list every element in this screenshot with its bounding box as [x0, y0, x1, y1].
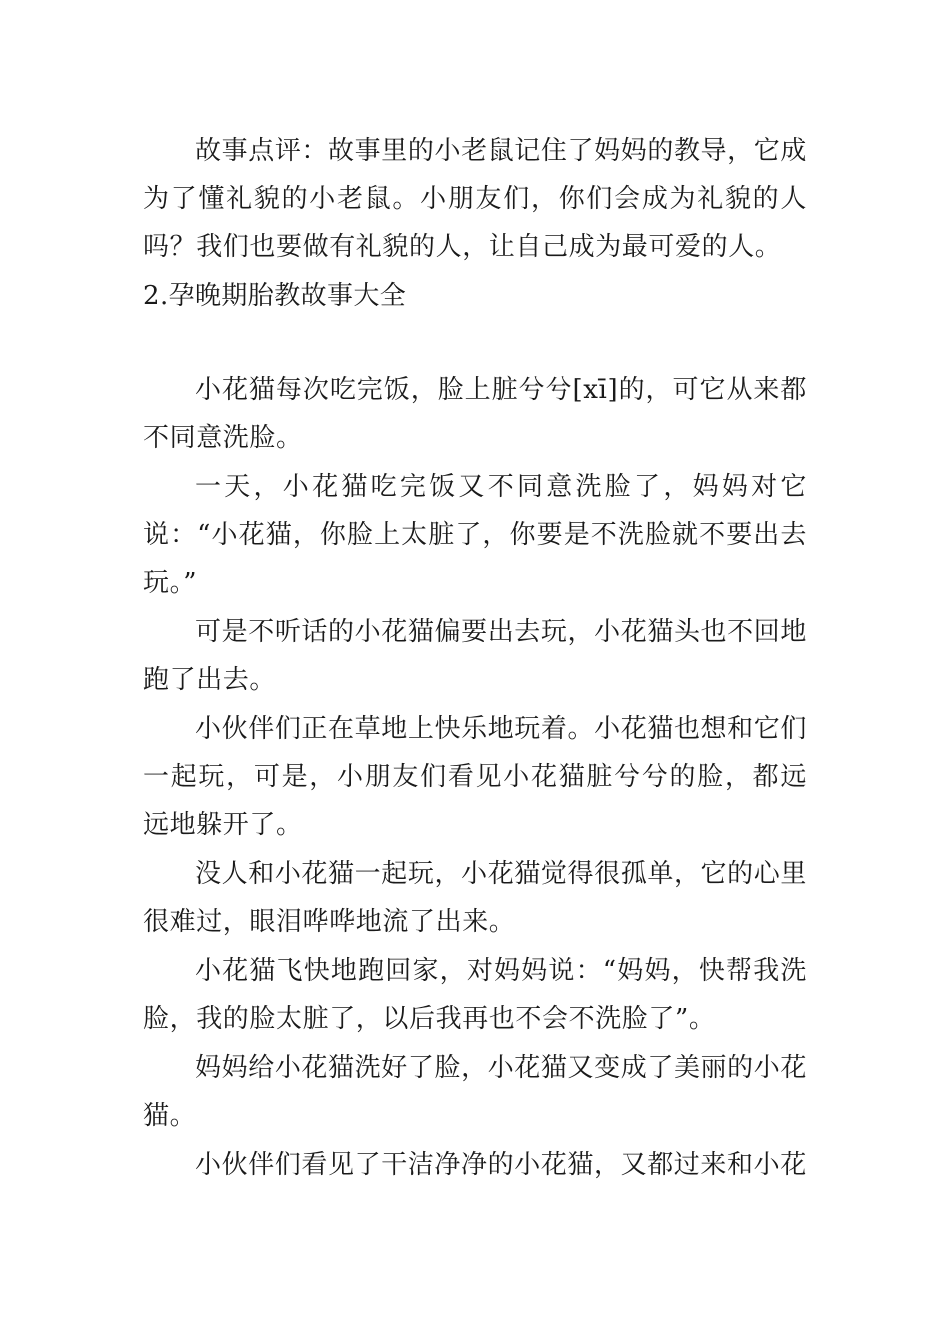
- section-spacer: [143, 320, 807, 366]
- intro-paragraph: 故事点评：故事里的小老鼠记住了妈妈的教导，它成为了懂礼貌的小老鼠。小朋友们，你们会成为礼貌的人吗？我们也要做有礼貌的人，让自己成为最可爱的人。: [143, 136, 807, 262]
- document-body: [143, 127, 807, 1190]
- story-paragraph-2: 一天，小花猫吃完饭又不同意洗脸了，妈妈对它说：“小花猫，你脸上太脏了，你要是不洗脸就不要出去玩。”: [143, 472, 807, 598]
- story-paragraph-8: 小伙伴们看见了干洁净净的小花猫，又都过来和小花: [195, 1150, 807, 1180]
- story-paragraph-3: 可是不听话的小花猫偏要出去玩，小花猫头也不回地跑了出去。: [143, 617, 807, 695]
- story-paragraph-6: 小花猫飞快地跑回家，对妈妈说：“妈妈，快帮我洗脸，我的脸太脏了，以后我再也不会不洗脸了”。: [143, 956, 807, 1034]
- story-paragraph-1: 小花猫每次吃完饭，脸上脏兮兮[xī]的，可它从来都不同意洗脸。: [143, 375, 807, 453]
- story-paragraph-7: 妈妈给小花猫洗好了脸，小花猫又变成了美丽的小花猫。: [143, 1053, 807, 1131]
- story-paragraph-4: 小伙伴们正在草地上快乐地玩着。小花猫也想和它们一起玩，可是，小朋友们看见小花猫脏兮兮的脸，都远远地躲开了。: [143, 714, 807, 840]
- story-paragraph-5: 没人和小花猫一起玩，小花猫觉得很孤单，它的心里很难过，眼泪哗哗地流了出来。: [143, 859, 807, 937]
- section-heading: 2.孕晚期胎教故事大全: [143, 281, 407, 311]
